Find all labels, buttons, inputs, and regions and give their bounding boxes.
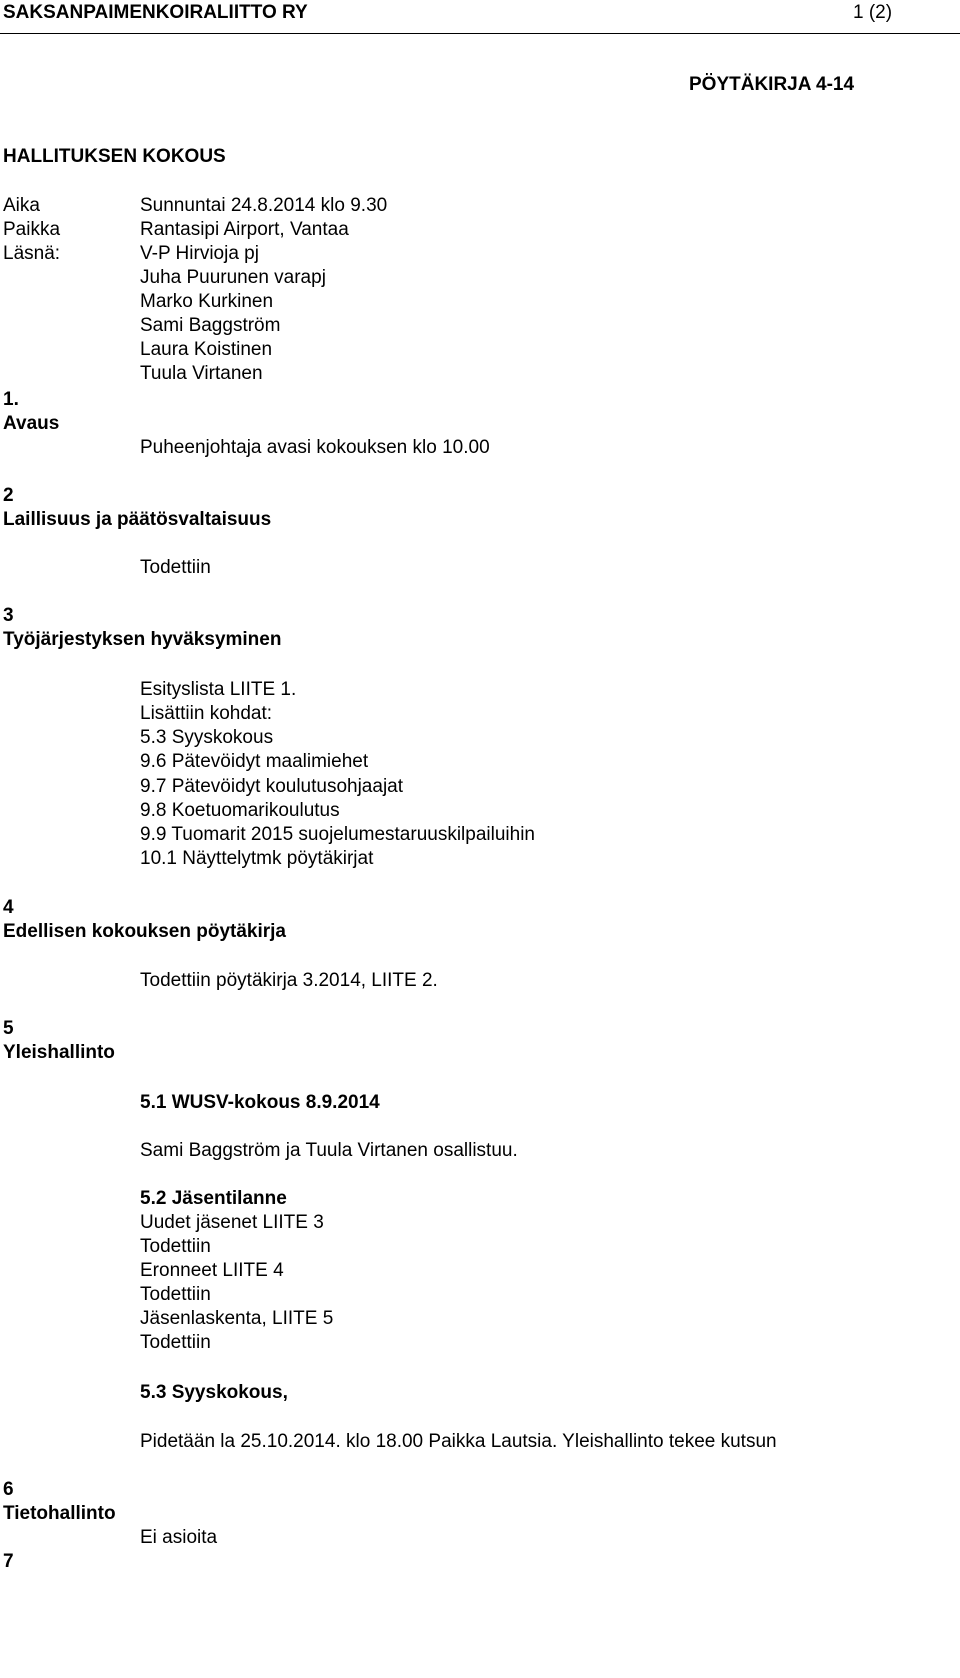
agenda-line: 5.3 Syyskokous bbox=[140, 727, 274, 748]
agenda-line: 9.6 Pätevöidyt maalimiehet bbox=[140, 751, 369, 772]
attendee: Juha Puurunen varapj bbox=[140, 267, 326, 288]
membership-line: Todettiin bbox=[140, 1332, 211, 1353]
subsection-5-1-title: 5.1 WUSV-kokous 8.9.2014 bbox=[140, 1092, 380, 1113]
section-5-number: 5 bbox=[3, 1018, 14, 1039]
attendee: V-P Hirvioja pj bbox=[140, 243, 259, 264]
lasna-label: Läsnä: bbox=[3, 243, 61, 264]
aika-label: Aika bbox=[3, 195, 40, 216]
section-1-text: Puheenjohtaja avasi kokouksen klo 10.00 bbox=[140, 437, 490, 458]
section-4-text: Todettiin pöytäkirja 3.2014, LIITE 2. bbox=[140, 970, 438, 991]
section-2-number: 2 bbox=[3, 485, 14, 506]
section-3-number: 3 bbox=[3, 605, 14, 626]
membership-line: Jäsenlaskenta, LIITE 5 bbox=[140, 1308, 334, 1329]
section-1-title: Avaus bbox=[3, 413, 60, 434]
section-5-title: Yleishallinto bbox=[3, 1042, 115, 1063]
section-2-title: Laillisuus ja päätösvaltaisuus bbox=[3, 509, 272, 530]
membership-line: Uudet jäsenet LIITE 3 bbox=[140, 1212, 324, 1233]
subsection-5-3-text: Pidetään la 25.10.2014. klo 18.00 Paikka Lautsia. Yleishallinto tekee kutsun bbox=[140, 1431, 777, 1452]
attendee: Marko Kurkinen bbox=[140, 291, 274, 312]
subsection-5-1-text: Sami Baggström ja Tuula Virtanen osallistuu. bbox=[140, 1140, 518, 1161]
agenda-line: Lisättiin kohdat: bbox=[140, 703, 273, 724]
page-number: 1 (2) bbox=[853, 2, 893, 23]
section-4-number: 4 bbox=[3, 897, 14, 918]
paikka-value: Rantasipi Airport, Vantaa bbox=[140, 219, 349, 240]
subsection-5-3-title: 5.3 Syyskokous, bbox=[140, 1382, 288, 1403]
organization-name: SAKSANPAIMENKOIRALIITTO RY bbox=[3, 2, 308, 23]
agenda-line: Esityslista LIITE 1. bbox=[140, 679, 297, 700]
section-1-number: 1. bbox=[3, 389, 19, 410]
agenda-line: 9.9 Tuomarit 2015 suojelumestaruuskilpailuihin bbox=[140, 824, 536, 845]
section-6-number: 6 bbox=[3, 1479, 14, 1500]
paikka-label: Paikka bbox=[3, 219, 61, 240]
attendee: Sami Baggström bbox=[140, 315, 281, 336]
header-divider bbox=[0, 33, 960, 34]
attendee: Tuula Virtanen bbox=[140, 363, 263, 384]
agenda-line: 10.1 Näyttelytmk pöytäkirjat bbox=[140, 848, 374, 869]
section-6-title: Tietohallinto bbox=[3, 1503, 116, 1524]
agenda-line: 9.7 Pätevöidyt koulutusohjaajat bbox=[140, 776, 404, 797]
membership-line: Todettiin bbox=[140, 1284, 211, 1305]
section-6-text: Ei asioita bbox=[140, 1527, 218, 1548]
agenda-line: 9.8 Koetuomarikoulutus bbox=[140, 800, 340, 821]
membership-line: Eronneet LIITE 4 bbox=[140, 1260, 284, 1281]
section-7-number: 7 bbox=[3, 1551, 14, 1572]
attendee: Laura Koistinen bbox=[140, 339, 273, 360]
meeting-title: HALLITUKSEN KOKOUS bbox=[3, 146, 226, 167]
membership-line: Todettiin bbox=[140, 1236, 211, 1257]
aika-value: Sunnuntai 24.8.2014 klo 9.30 bbox=[140, 195, 388, 216]
section-2-text: Todettiin bbox=[140, 557, 211, 578]
subsection-5-2-title: 5.2 Jäsentilanne bbox=[140, 1188, 287, 1209]
section-4-title: Edellisen kokouksen pöytäkirja bbox=[3, 921, 286, 942]
document-type: PÖYTÄKIRJA 4-14 bbox=[689, 74, 855, 95]
section-3-title: Työjärjestyksen hyväksyminen bbox=[3, 629, 282, 650]
